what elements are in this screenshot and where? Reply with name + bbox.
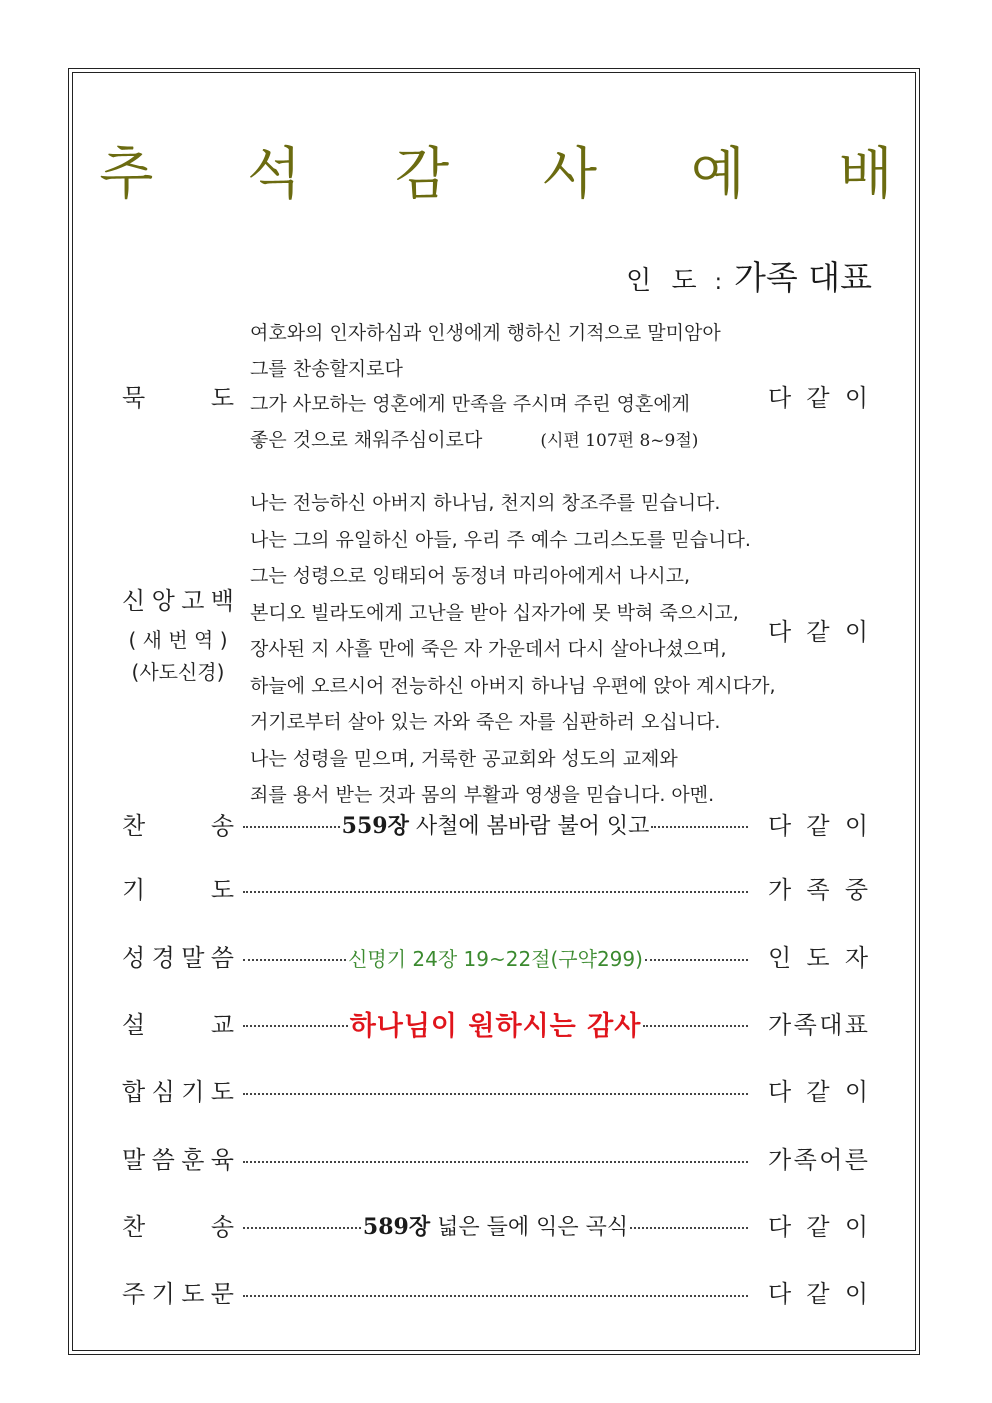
- lords-prayer-label: [122, 1282, 234, 1306]
- dot-leader: [243, 826, 340, 828]
- leader-line: [626, 252, 872, 299]
- label-char: 경: [151, 944, 175, 972]
- label-char: 기: [151, 1280, 175, 1308]
- dot-leader: [651, 826, 748, 828]
- who-char: 다: [768, 384, 792, 412]
- scripture-passage: 신명기 24장 19~22절(구약299): [348, 946, 643, 971]
- who-char: 중: [844, 876, 868, 904]
- hymn-1-title: [340, 809, 652, 840]
- dot-leader: [243, 1295, 748, 1297]
- creed-text: [250, 485, 776, 814]
- hymn-1-label: [122, 814, 234, 838]
- text-line: 하늘에 오르시어 전능하신 아버지 하나님 우편에 앉아 계시다가,: [250, 674, 776, 697]
- leader-name: 가족 대표: [733, 258, 872, 297]
- sermon-row: [243, 1006, 748, 1040]
- label-char: 찬: [122, 1213, 146, 1241]
- label-char: 심: [151, 1078, 175, 1106]
- who-char: 다: [768, 618, 792, 646]
- leader-role: 인 도: [626, 266, 703, 296]
- who-char: 이: [844, 1280, 868, 1308]
- label-char: 설: [122, 1011, 146, 1039]
- hymn-2-label: [122, 1215, 234, 1239]
- who-char: 인: [768, 944, 792, 972]
- hymn-2-title: [361, 1210, 630, 1241]
- text-line: 그는 성령으로 잉태되어 동정녀 마리아에게서 나시고,: [250, 565, 691, 587]
- label-char: 송: [210, 812, 234, 840]
- text-line: 여호와의 인자하심과 인생에게 행하신 기적으로 말미암아: [250, 322, 721, 344]
- who-char: 대: [819, 1011, 843, 1039]
- label-char: 육: [210, 1146, 234, 1174]
- silent-prayer-who: [768, 386, 868, 410]
- dot-leader: [643, 1025, 748, 1027]
- text-line: 장사된 지 사흘 만에 죽은 자 가운데서 다시 살아나셨으며,: [250, 638, 727, 660]
- word-teaching-row: [243, 1142, 748, 1176]
- label-char: 도: [210, 1078, 234, 1106]
- word-teaching-who: [768, 1148, 868, 1172]
- who-char: 족: [806, 876, 830, 904]
- label-char: 말: [122, 1146, 146, 1174]
- label-char: 훈: [181, 1146, 205, 1174]
- text-line: 본디오 빌라도에게 고난을 받아 십자가에 못 박혀 죽으시고,: [250, 601, 739, 624]
- who-char: 도: [806, 944, 830, 972]
- who-char: 이: [844, 618, 868, 646]
- label-char: 기: [122, 876, 146, 904]
- text-line: 나는 성령을 믿으며, 거룩한 공교회와 성도의 교제와: [250, 747, 678, 770]
- who-char: 같: [806, 618, 830, 646]
- text-line: 거기로부터 살아 있는 자와 죽은 자를 심판하러 오십니다.: [250, 711, 721, 733]
- dot-leader: [243, 1161, 748, 1163]
- creed-version: ( 새 번 역 ): [128, 628, 228, 652]
- label-char: 백: [210, 587, 234, 615]
- unison-prayer-label: [122, 1080, 234, 1104]
- who-char: 같: [806, 1078, 830, 1106]
- dot-leader: [645, 959, 748, 961]
- hymn-2-who: [768, 1215, 868, 1239]
- text-line: 죄를 용서 받는 것과 몸의 부활과 영생을 믿습니다. 아멘.: [250, 784, 715, 806]
- label-char: 합: [122, 1078, 146, 1106]
- unison-prayer-who: [768, 1080, 868, 1104]
- label-char: 앙: [151, 587, 175, 615]
- label-char: 주: [122, 1280, 146, 1308]
- prayer-row: [243, 872, 748, 906]
- label-char: 송: [210, 1213, 234, 1241]
- who-char: 같: [806, 812, 830, 840]
- who-char: 다: [768, 1078, 792, 1106]
- dot-leader: [243, 891, 748, 893]
- prayer-who: [768, 878, 868, 902]
- leader-separator: :: [714, 270, 722, 295]
- label-char: 도: [210, 876, 234, 904]
- creed-label: [122, 589, 234, 613]
- label-char: 말: [181, 944, 205, 972]
- who-char: 어: [819, 1146, 843, 1174]
- who-char: 다: [768, 1213, 792, 1241]
- label-char: 씀: [151, 1146, 175, 1174]
- label-char: 문: [210, 1280, 234, 1308]
- text-line: 그가 사모하는 영혼에게 만족을 주시며 주린 영혼에게: [250, 393, 691, 415]
- who-char: 다: [768, 812, 792, 840]
- hymn-1-who: [768, 814, 868, 838]
- silent-prayer-text: [250, 316, 721, 459]
- who-char: 이: [844, 1213, 868, 1241]
- label-char: 도: [181, 1280, 205, 1308]
- who-char: 족: [793, 1011, 817, 1039]
- sermon-label: [122, 1013, 234, 1037]
- hymn-number: 589장: [362, 1213, 431, 1240]
- who-char: 족: [793, 1146, 817, 1174]
- word-teaching-label: [122, 1148, 234, 1172]
- lords-prayer-who: [768, 1282, 868, 1306]
- who-char: 자: [844, 944, 868, 972]
- silent-prayer-label: [122, 386, 234, 410]
- who-char: 가: [768, 1146, 792, 1174]
- dot-leader: [243, 1227, 361, 1229]
- label-char: 도: [210, 384, 234, 412]
- dot-leader: [243, 959, 346, 961]
- creed-who: [768, 620, 868, 644]
- hymn-1-row: [243, 807, 748, 841]
- label-char: 씀: [210, 944, 234, 972]
- label-char: 고: [181, 587, 205, 615]
- who-char: 이: [844, 1078, 868, 1106]
- who-char: 다: [768, 1280, 792, 1308]
- label-char: 묵: [122, 384, 146, 412]
- who-char: 표: [844, 1011, 868, 1039]
- scripture-label: [122, 946, 234, 970]
- label-char: 찬: [122, 812, 146, 840]
- who-char: 같: [806, 1213, 830, 1241]
- text-line: [250, 423, 721, 460]
- scripture-reference: (시편 107편 8~9절): [540, 430, 699, 451]
- who-char: 같: [806, 1280, 830, 1308]
- who-char: 가: [768, 876, 792, 904]
- label-char: 성: [122, 944, 146, 972]
- who-char: 같: [806, 384, 830, 412]
- who-char: 른: [844, 1146, 868, 1174]
- text-line-body: 좋은 것으로 채워주심이로다: [250, 428, 483, 451]
- sermon-who: [768, 1013, 868, 1037]
- prayer-label: [122, 878, 234, 902]
- text-line: 나는 그의 유일하신 아들, 우리 주 예수 그리스도를 믿습니다.: [250, 528, 751, 551]
- text-line: 나는 전능하신 아버지 하나님, 천지의 창조주를 믿습니다.: [250, 492, 721, 514]
- who-char: 가: [768, 1011, 792, 1039]
- scripture-who: [768, 946, 868, 970]
- hymn-2-row: [243, 1208, 748, 1242]
- text-line: 그를 찬송할지로다: [250, 357, 403, 380]
- hymn-number: 559장: [341, 812, 409, 839]
- creed-name: (사도신경): [131, 660, 225, 684]
- label-char: 신: [122, 587, 146, 615]
- hymn-title: 사철에 봄바람 불어 잇고: [408, 813, 650, 839]
- hymn-title: 넓은 들에 익은 곡식: [430, 1214, 629, 1240]
- sermon-title: 하나님이 원하시는 감사: [349, 1010, 642, 1042]
- scripture-row: [243, 940, 748, 974]
- label-char: 교: [210, 1011, 234, 1039]
- dot-leader: [630, 1227, 748, 1229]
- label-char: 기: [181, 1078, 205, 1106]
- page-title: 추 석 감 사 예 배: [99, 142, 931, 207]
- who-char: 이: [844, 384, 868, 412]
- unison-prayer-row: [243, 1074, 748, 1108]
- dot-leader: [243, 1025, 348, 1027]
- lords-prayer-row: [243, 1276, 748, 1310]
- dot-leader: [243, 1093, 748, 1095]
- who-char: 이: [844, 812, 868, 840]
